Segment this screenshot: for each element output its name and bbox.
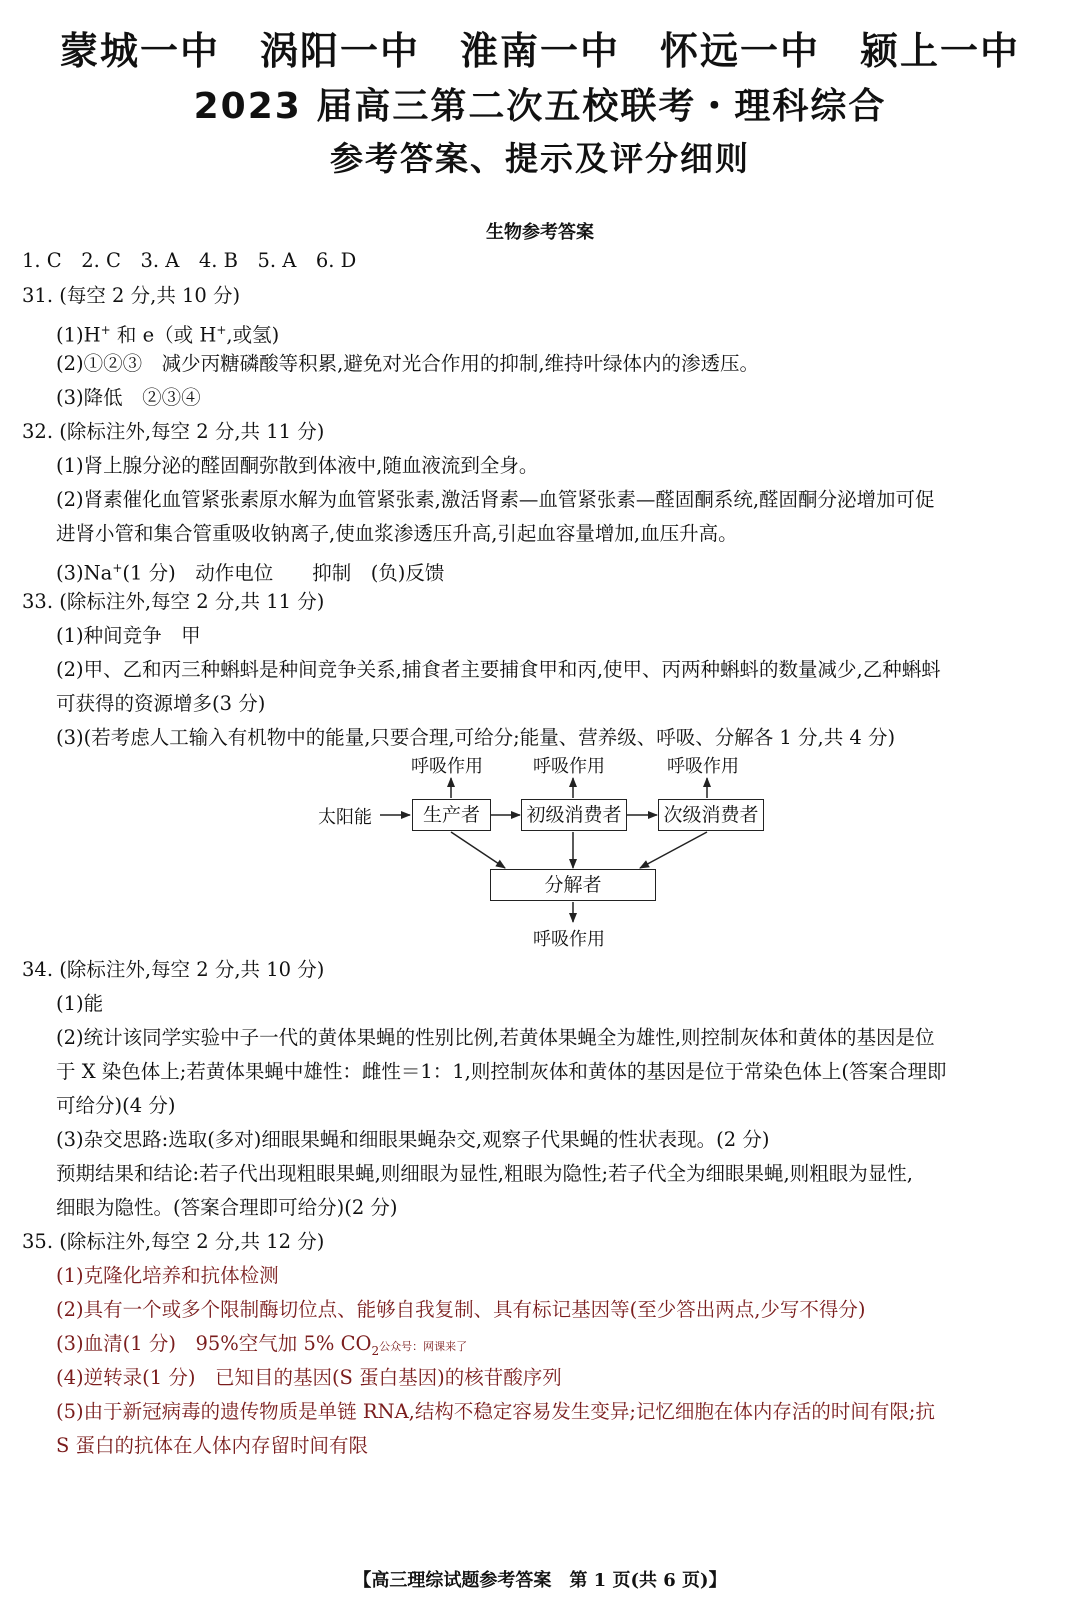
choice-answers: 1. C 2. C 3. A 4. B 5. A 6. D xyxy=(22,249,357,272)
q32-heading: 32. (除标注外,每空 2 分,共 11 分) xyxy=(22,420,325,443)
q33-answer-2: (2)甲、乙和丙三种蝌蚪是种间竞争关系,捕食者主要捕食甲和丙,使甲、丙两种蝌蚪的数量减少,乙种蝌蚪 xyxy=(56,658,941,681)
q34-prediction-cont: 细眼为隐性。(答案合理即可给分)(2 分) xyxy=(56,1196,398,1219)
q34-answer-2: (2)统计该同学实验中子一代的黄体果蝇的性别比例,若黄体果蝇全为雄性,则控制灰体和黄体的基因是位 xyxy=(56,1026,935,1049)
q33-answer-1: (1)种间竞争 甲 xyxy=(56,624,201,647)
q31-answer-1: (1)H+ 和 e（或 H+,或氢) xyxy=(56,323,280,347)
q35-answer-5-cont: S 蛋白的抗体在人体内存留时间有限 xyxy=(56,1434,369,1457)
q35-answer-3: (3)血清(1 分) 95%空气加 5% $CO_2$公众号：网课来了 xyxy=(56,1332,468,1358)
q34-heading: 34. (除标注外,每空 2 分,共 10 分) xyxy=(22,958,325,981)
q34-answer-2-end: 可给分)(4 分) xyxy=(56,1094,176,1117)
document-title: 参考答案、提示及评分细则 xyxy=(330,139,750,178)
q32-answer-3: (3)Na+(1 分) 动作电位 抑制 (负)反馈 xyxy=(56,561,445,585)
q32-answer-1: (1)肾上腺分泌的醛固酮弥散到体液中,随血液流到全身。 xyxy=(56,454,539,477)
q33-heading: 33. (除标注外,每空 2 分,共 11 分) xyxy=(22,590,325,613)
q35-heading: 35. (除标注外,每空 2 分,共 12 分) xyxy=(22,1230,325,1253)
q34-answer-2-cont: 于 X 染色体上;若黄体果蝇中雄性：雌性＝1：1,则控制灰体和黄体的基因是位于常染色体上(答案合理即 xyxy=(56,1060,947,1083)
q35-answer-5: (5)由于新冠病毒的遗传物质是单链 RNA,结构不稳定容易发生变异;记忆细胞在体内存活的时间有限;抗 xyxy=(56,1400,935,1423)
respiration-label-2: 呼吸作用 xyxy=(533,756,605,777)
arrow-secondary-to-decomposer xyxy=(640,832,707,868)
q35-answer-1: (1)克隆化培养和抗体检测 xyxy=(56,1264,279,1287)
producer-box: 生产者 xyxy=(412,799,491,831)
q34-answer-1: (1)能 xyxy=(56,992,104,1015)
page-footer: 【高三理综试题参考答案 第 1 页(共 6 页)】 xyxy=(353,1570,727,1591)
respiration-label-3: 呼吸作用 xyxy=(667,756,739,777)
q33-answer-2-cont: 可获得的资源增多(3 分) xyxy=(56,692,266,715)
section-title: 生物参考答案 xyxy=(486,222,594,243)
arrow-producer-to-decomposer xyxy=(451,832,505,868)
primary-consumer-box: 初级消费者 xyxy=(521,799,627,831)
secondary-consumer-box: 次级消费者 xyxy=(658,799,764,831)
respiration-label-4: 呼吸作用 xyxy=(533,929,605,950)
watermark-note: 公众号：网课来了 xyxy=(379,1340,468,1353)
q34-answer-3: (3)杂交思路:选取(多对)细眼果蝇和细眼果蝇杂交,观察子代果蝇的性状表现。(2 分) xyxy=(56,1128,770,1151)
q35-answer-4: (4)逆转录(1 分) 已知目的基因(S 蛋白基因)的核苷酸序列 xyxy=(56,1366,562,1389)
q31-answer-2: (2)①②③ 减少丙糖磷酸等积累,避免对光合作用的抑制,维持叶绿体内的渗透压。 xyxy=(56,352,760,375)
exam-title: 2023 届高三第二次五校联考・理科综合 xyxy=(193,86,887,127)
q34-prediction: 预期结果和结论:若子代出现粗眼果蝇,则细眼为显性,粗眼为隐性;若子代全为细眼果蝇,则粗眼为显性, xyxy=(56,1162,913,1185)
q31-heading: 31. (每空 2 分,共 10 分) xyxy=(22,284,241,307)
solar-energy-label: 太阳能 xyxy=(318,807,372,828)
q32-answer-2-cont: 进肾小管和集合管重吸收钠离子,使血浆渗透压升高,引起血容量增加,血压升高。 xyxy=(56,522,738,545)
respiration-label-1: 呼吸作用 xyxy=(411,756,483,777)
school-names: 蒙城一中 涡阳一中 淮南一中 怀远一中 颍上一中 xyxy=(59,29,1020,73)
decomposer-box: 分解者 xyxy=(490,869,656,901)
q33-answer-3: (3)(若考虑人工输入有机物中的能量,只要合理,可给分;能量、营养级、呼吸、分解各 1 分,共 4 分) xyxy=(56,726,896,749)
q31-answer-3: (3)降低 ②③④ xyxy=(56,386,201,409)
q32-answer-2: (2)肾素催化血管紧张素原水解为血管紧张素,激活肾素—血管紧张素—醛固酮系统,醛固酮分泌增加可促 xyxy=(56,488,935,511)
q35-answer-2: (2)具有一个或多个限制酶切位点、能够自我复制、具有标记基因等(至少答出两点,少写不得分) xyxy=(56,1298,866,1321)
